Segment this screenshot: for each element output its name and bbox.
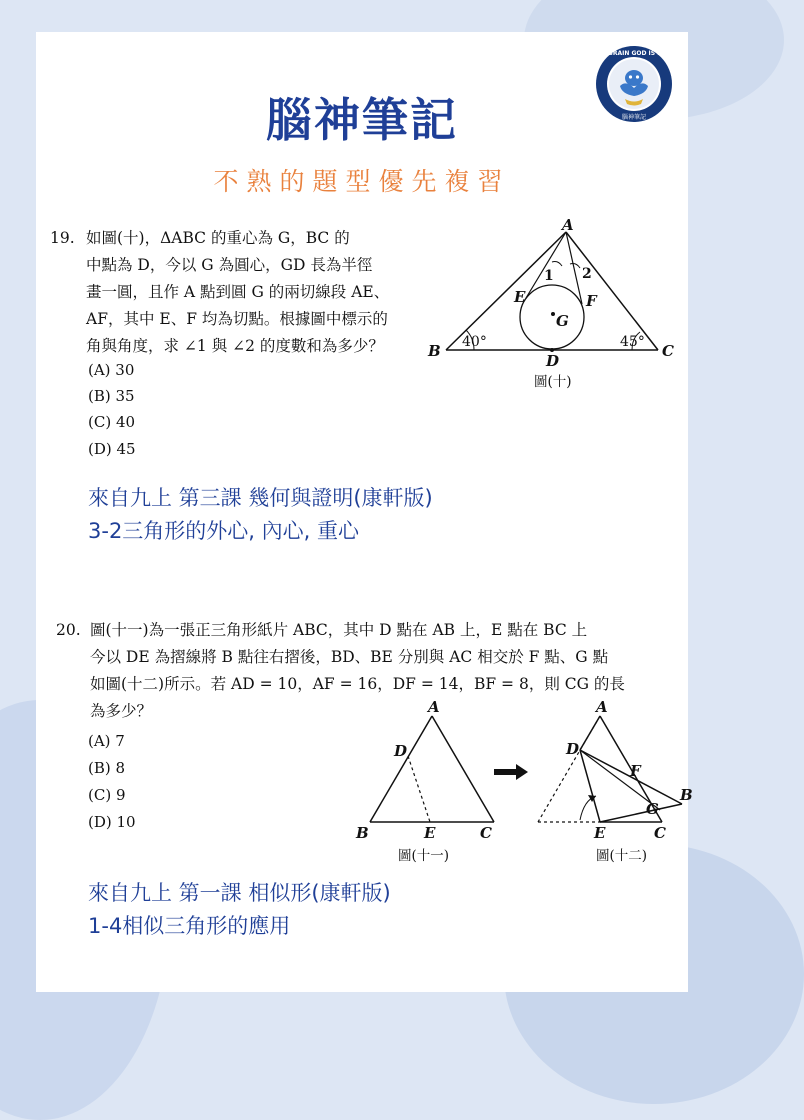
question-line: AF，其中 E、F 均為切點。根據圖中標示的 bbox=[86, 310, 388, 328]
label-c: C bbox=[662, 342, 674, 360]
svg-text:腦神筆記: 腦神筆記 bbox=[621, 114, 647, 121]
label-f: F bbox=[630, 762, 641, 780]
angle-1-label: 1 bbox=[544, 268, 554, 284]
page-subtitle: 不熟的題型優先複習 bbox=[213, 167, 511, 196]
label-a: A bbox=[428, 698, 440, 716]
option-b: (B) 35 bbox=[88, 387, 135, 405]
question-line: 為多少？ bbox=[90, 702, 153, 720]
label-g: G bbox=[646, 800, 659, 818]
label-b: B bbox=[428, 342, 441, 360]
angle-b-label: 40° bbox=[462, 334, 487, 350]
label-c: C bbox=[654, 824, 666, 842]
question-number: 20. bbox=[56, 621, 81, 639]
angle-2-label: 2 bbox=[582, 266, 592, 282]
source-note-20 bbox=[88, 877, 391, 943]
svg-text:THE BRAIN GOD IS HERE: THE BRAIN GOD IS HERE bbox=[592, 50, 676, 57]
question-line: 中點為 D，今以 G 為圓心，GD 長為半徑 bbox=[86, 256, 373, 274]
arrow-right-icon bbox=[492, 762, 532, 782]
option-c: (C) 40 bbox=[88, 413, 136, 431]
option-c: (C) 9 bbox=[88, 786, 126, 804]
label-b: B bbox=[680, 786, 693, 804]
source-note-19 bbox=[88, 482, 433, 548]
label-d: D bbox=[394, 742, 408, 760]
label-b: B bbox=[356, 824, 369, 842]
label-a: A bbox=[596, 698, 608, 716]
figure-caption: 圖(十二) bbox=[596, 848, 648, 864]
question-line: 畫一圓，且作 A 點到圓 G 的兩切線段 AE、 bbox=[86, 283, 390, 301]
angle-c-label: 45° bbox=[620, 334, 645, 350]
question-line: 如圖(十二)所示。若 AD = 10，AF = 16，DF = 14，BF = 8，則 CG 的長 bbox=[90, 675, 625, 693]
figure-caption: 圖(十) bbox=[534, 374, 572, 390]
option-a: (A) 7 bbox=[88, 732, 125, 750]
source-unit: 來自九上 第三課 幾何與證明(康軒版) bbox=[88, 486, 433, 510]
option-d: (D) 10 bbox=[88, 813, 136, 831]
note-page bbox=[36, 32, 693, 992]
figure-caption: 圖(十一) bbox=[398, 848, 450, 864]
question-line: 如圖(十)，ΔABC 的重心為 G，BC 的 bbox=[86, 229, 350, 247]
question-line: 圖(十一)為一張正三角形紙片 ABC，其中 D 點在 AB 上，E 點在 BC 上 bbox=[90, 621, 588, 639]
question-number: 19. bbox=[50, 229, 75, 247]
figure-11 bbox=[348, 700, 498, 868]
option-a: (A) 30 bbox=[88, 361, 135, 379]
label-f: F bbox=[586, 292, 597, 310]
label-e: E bbox=[424, 824, 436, 842]
label-d: D bbox=[546, 352, 560, 370]
label-g: G bbox=[556, 312, 569, 330]
option-b: (B) 8 bbox=[88, 759, 126, 777]
label-e: E bbox=[514, 288, 526, 306]
label-d: D bbox=[566, 740, 580, 758]
source-section: 3-2三角形的外心, 內心, 重心 bbox=[88, 519, 359, 543]
question-line: 角與角度，求 ∠1 與 ∠2 的度數和為多少？ bbox=[86, 337, 384, 355]
figure-10 bbox=[422, 216, 680, 392]
source-unit: 來自九上 第一課 相似形(康軒版) bbox=[88, 881, 391, 905]
figure-12 bbox=[530, 698, 693, 868]
page-title: 腦神筆記 bbox=[266, 93, 458, 147]
source-section: 1-4相似三角形的應用 bbox=[88, 914, 291, 938]
label-a: A bbox=[562, 216, 574, 234]
option-d: (D) 45 bbox=[88, 440, 136, 458]
label-c: C bbox=[480, 824, 492, 842]
label-e: E bbox=[594, 824, 606, 842]
question-line: 今以 DE 為摺線將 B 點往右摺後，BD、BE 分別與 AC 相交於 F 點、G 點 bbox=[90, 648, 609, 666]
